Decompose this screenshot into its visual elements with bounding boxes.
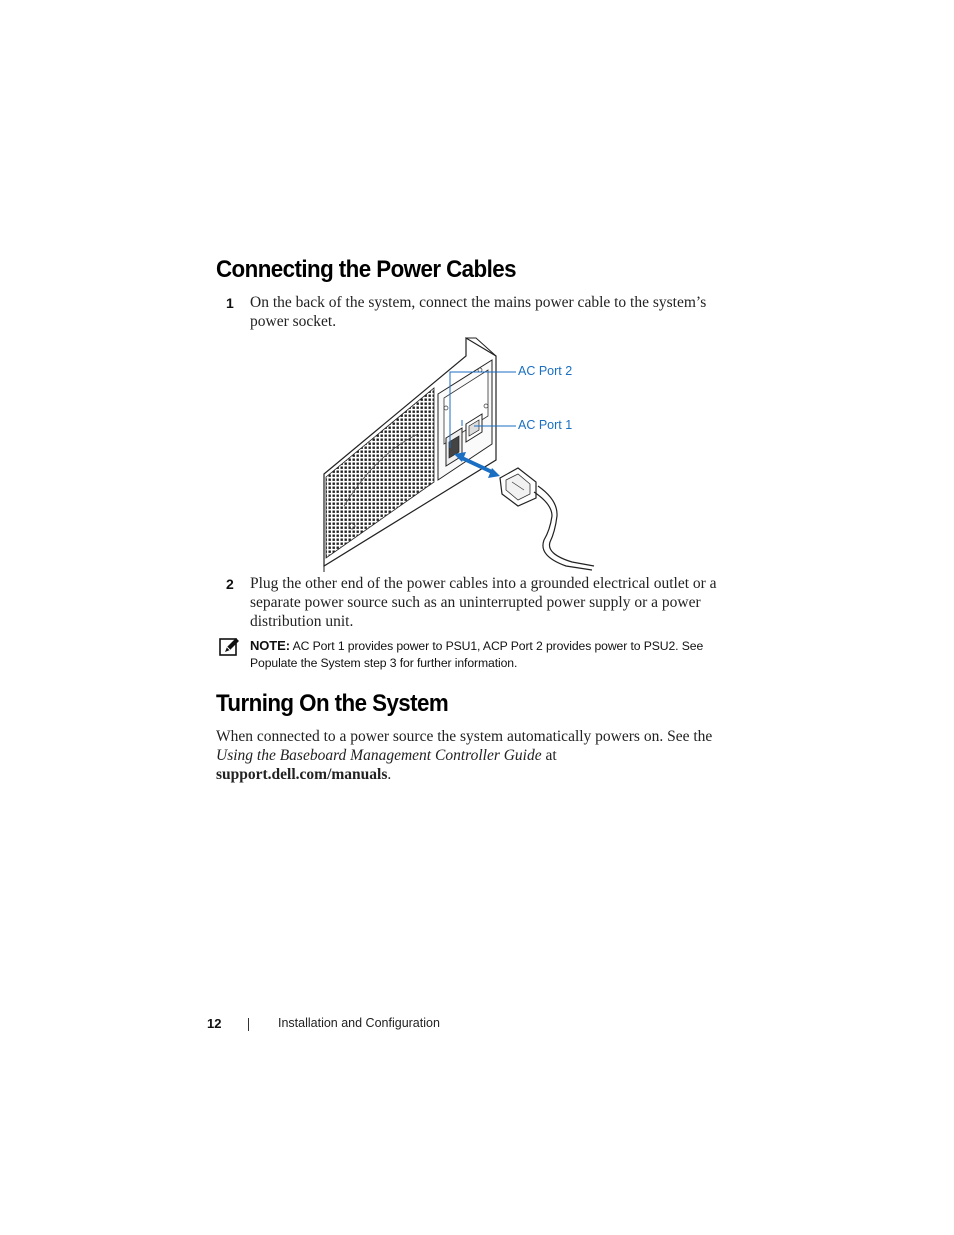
para-text-c: . [387, 766, 392, 783]
support-url[interactable]: support.dell.com/manuals [216, 766, 388, 783]
callout-ac-port-1: AC Port 1 [518, 418, 573, 432]
page-number: 12 [207, 1016, 222, 1031]
step-1-text: On the back of the system, connect the mains power cable to the system’s power socket. [250, 294, 707, 330]
section-title-power-cables: Connecting the Power Cables [216, 256, 516, 283]
step-2-text: Plug the other end of the power cables into a grounded electrical outlet or a separate power source such as an uninterrupted power supply or a power distribution unit. [250, 575, 717, 630]
section-title-turning-on: Turning On the System [216, 690, 449, 717]
note-text: AC Port 1 provides power to PSU1, ACP Port 2 provides power to PSU2. See Populate the System step 3 for further information. [250, 639, 704, 670]
footer-divider [248, 1018, 249, 1031]
callout-ac-port-2: AC Port 2 [518, 364, 573, 378]
turning-on-paragraph [216, 727, 716, 784]
para-text-a: When connected to a power source the system automatically powers on. See the [216, 728, 713, 745]
step-number-2: 2 [226, 576, 234, 592]
step-number-1: 1 [226, 295, 234, 311]
guide-title: Using the Baseboard Management Controller Guide [216, 747, 542, 764]
note-label: NOTE: [250, 638, 290, 653]
note-pencil-icon [219, 637, 241, 657]
power-connection-figure [316, 334, 606, 574]
note-callout [250, 637, 725, 672]
para-text-b: at [541, 747, 557, 764]
footer-chapter: Installation and Configuration [278, 1016, 440, 1030]
